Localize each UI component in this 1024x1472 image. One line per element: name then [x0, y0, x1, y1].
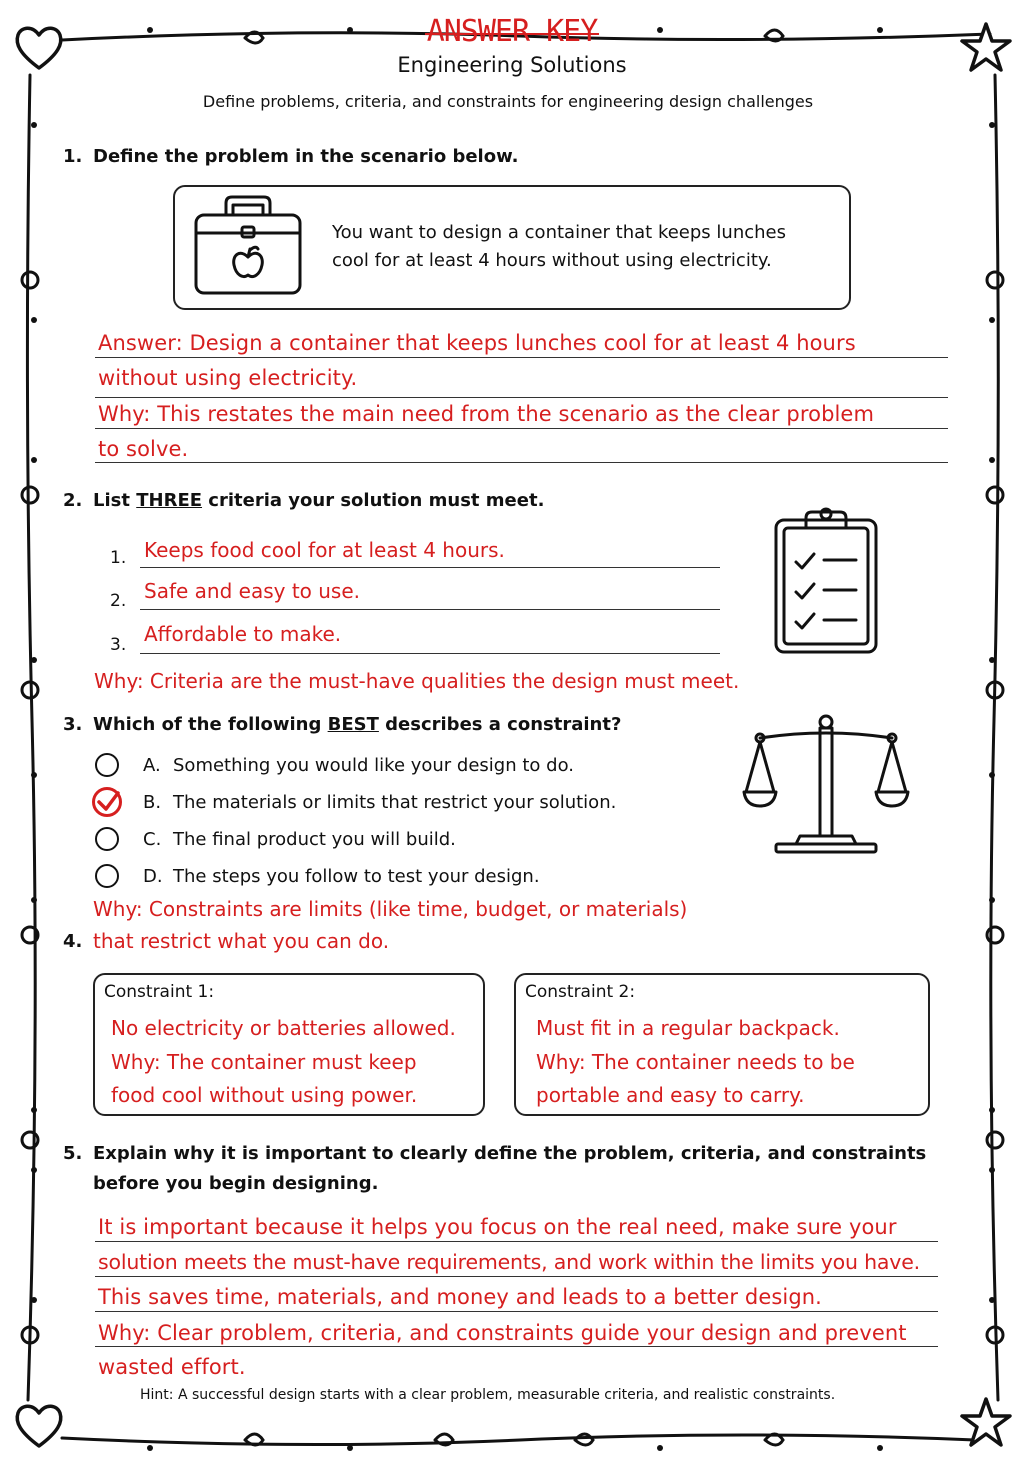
scenario-line-2: cool for at least 4 hours without using electricity. — [332, 250, 772, 271]
constraint-1-label: Constraint 1: — [104, 982, 215, 1002]
criteria-answer: Safe and easy to use. — [144, 579, 361, 603]
constraint-1-line-2: Why: The container must keep — [111, 1050, 417, 1074]
q3-why-line-2: that restrict what you can do. — [93, 929, 390, 953]
radio-circle[interactable] — [95, 827, 119, 851]
answer-rule — [95, 462, 948, 463]
constraint-1-line-1: No electricity or batteries allowed. — [111, 1016, 456, 1040]
checkmark-icon — [95, 790, 121, 814]
option-letter: A. — [143, 755, 161, 776]
q2-why: Why: Criteria are the must-have qualities the design must meet. — [94, 669, 740, 693]
question-emphasis: BEST — [327, 714, 379, 735]
heart-icon — [12, 1400, 66, 1450]
clipboard-checklist-icon — [770, 500, 882, 656]
q1-why-line-1 — [98, 402, 874, 426]
question-number: 2. — [63, 490, 83, 511]
radio-circle[interactable] — [95, 864, 119, 888]
q3-why-line-1: Why: Constraints are limits (like time, budget, or materials) — [93, 897, 688, 921]
option-letter: C. — [143, 829, 162, 850]
question-number: 3. — [63, 714, 83, 735]
criteria-number: 2. — [110, 591, 127, 611]
answer-rule — [95, 357, 948, 358]
answer-rule — [95, 1241, 938, 1242]
constraint-2-line-1: Must fit in a regular backpack. — [536, 1016, 840, 1040]
star-icon — [958, 1395, 1014, 1451]
option-text: The steps you follow to test your design. — [173, 866, 540, 887]
balance-scale-icon — [740, 712, 912, 856]
answer-key-title: ANSWER KEY — [426, 14, 598, 49]
question-prompt: List — [93, 490, 137, 511]
why-label: Why: — [98, 402, 151, 426]
hint-text: Hint: A successful design starts with a clear problem, measurable criteria, and realistic constraints. — [140, 1387, 836, 1403]
constraint-2-line-3: portable and easy to carry. — [536, 1083, 805, 1107]
constraint-2-label: Constraint 2: — [525, 982, 636, 1002]
question-prompt: Define the problem in the scenario below. — [93, 146, 519, 167]
question-prompt: Explain why it is important to clearly define the problem, criteria, and constraints — [93, 1143, 927, 1164]
option-text: The final product you will build. — [173, 829, 456, 850]
question-5-line-2: before you begin designing. — [93, 1173, 379, 1194]
q1-why-line-2: to solve. — [98, 437, 189, 461]
answer-rule — [95, 1346, 938, 1347]
question-3 — [63, 714, 621, 735]
question-number: 4. — [63, 931, 83, 952]
question-4 — [63, 931, 93, 952]
scenario-line-1: You want to design a container that keeps lunches — [332, 222, 786, 243]
question-2 — [63, 490, 544, 511]
question-1 — [63, 146, 518, 167]
answer-rule — [95, 1311, 938, 1312]
q5-answer-line: solution meets the must-have requirements, and work within the limits you have. — [98, 1250, 920, 1274]
criteria-number: 1. — [110, 548, 127, 568]
question-emphasis: THREE — [136, 490, 203, 511]
answer-label: Answer: — [98, 331, 183, 355]
answer-text: Design a container that keeps lunches cool for at least 4 hours — [182, 331, 856, 355]
answer-rule — [140, 567, 720, 568]
option-text: Something you would like your design to do. — [173, 755, 575, 776]
answer-rule — [140, 653, 720, 654]
question-number: 1. — [63, 146, 83, 167]
constraint-2-line-2: Why: The container needs to be — [536, 1050, 855, 1074]
constraint-1-line-3: food cool without using power. — [111, 1083, 418, 1107]
answer-rule — [95, 397, 948, 398]
radio-circle[interactable] — [95, 753, 119, 777]
q5-answer-line: This saves time, materials, and money and leads to a better design. — [98, 1285, 822, 1309]
question-prompt: Which of the following — [93, 714, 328, 735]
q5-answer-line: wasted effort. — [98, 1355, 246, 1379]
answer-rule — [95, 428, 948, 429]
q5-answer-line: It is important because it helps you focus on the real need, make sure your — [98, 1215, 897, 1239]
answer-rule — [140, 609, 720, 610]
option-letter: D. — [143, 866, 163, 887]
q1-answer-line-2: without using electricity. — [98, 366, 358, 390]
lunchbox-icon — [188, 193, 308, 299]
question-prompt: criteria your solution must meet. — [202, 490, 545, 511]
q5-answer-line: Why: Clear problem, criteria, and constraints guide your design and prevent — [98, 1321, 907, 1345]
q1-answer-line-1 — [98, 331, 856, 355]
question-number: 5. — [63, 1143, 83, 1164]
page-title: Engineering Solutions — [397, 53, 627, 77]
question-5 — [63, 1143, 926, 1164]
criteria-number: 3. — [110, 635, 127, 655]
page-description: Define problems, criteria, and constraints for engineering design challenges — [202, 92, 814, 111]
criteria-answer: Affordable to make. — [144, 622, 342, 646]
criteria-answer: Keeps food cool for at least 4 hours. — [144, 538, 505, 562]
answer-rule — [95, 1276, 938, 1277]
option-text: The materials or limits that restrict your solution. — [173, 792, 617, 813]
question-prompt: describes a constraint? — [378, 714, 622, 735]
why-text: This restates the main need from the scenario as the clear problem — [150, 402, 875, 426]
option-letter: B. — [143, 792, 162, 813]
